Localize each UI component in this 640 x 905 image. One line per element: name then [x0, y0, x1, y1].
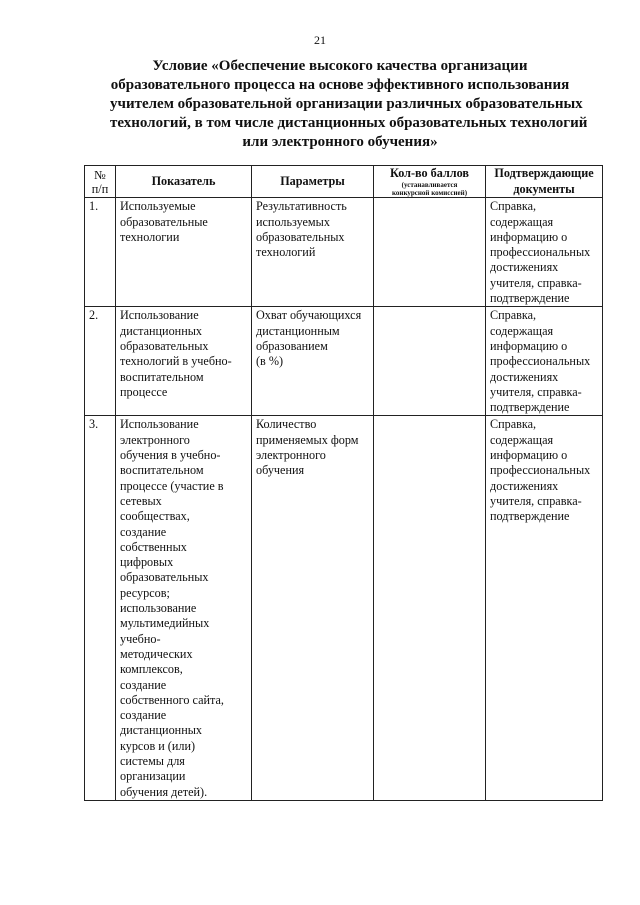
cell-line: учителя, справка- [490, 275, 582, 290]
documents-cell [486, 307, 603, 416]
score-cell [374, 198, 486, 307]
table-body [85, 198, 603, 801]
cell-line: (в %) [256, 354, 284, 369]
page-number: 21 [314, 33, 326, 47]
cell-line: образовательные [120, 214, 208, 229]
header-parameters: Параметры [252, 166, 374, 198]
cell-line: технологий [256, 245, 316, 260]
cell-line: организации [120, 769, 186, 784]
cell-line: образовательных [120, 338, 209, 353]
cell-line: содержащая [490, 432, 554, 447]
indicator-cell [116, 307, 252, 416]
header-score-title: Кол-во баллов [389, 166, 470, 180]
indicator-cell [116, 416, 252, 800]
row-number: 2. [85, 307, 116, 416]
cell-line: обучения детей). [120, 784, 208, 799]
cell-line: профессиональных [490, 245, 591, 260]
cell-line: технологий в учебно- [120, 354, 232, 369]
cell-line: обучения в учебно- [120, 448, 221, 463]
cell-line: образовательных [256, 229, 345, 244]
cell-line: Использование [120, 308, 199, 323]
cell-line: достижениях [490, 369, 559, 384]
row-number: 3. [85, 416, 116, 800]
cell-line: создание [120, 524, 167, 539]
cell-line: профессиональных [490, 354, 591, 369]
cell-line: достижениях [490, 260, 559, 275]
cell-line: процессе [120, 384, 168, 399]
cell-line: собственных [120, 539, 187, 554]
heading-line: Условие «Обеспечение высокого качества организации [152, 58, 528, 74]
cell-line: электронного [120, 432, 190, 447]
cell-line: мультимедийных [120, 616, 210, 631]
cell-line: профессиональных [490, 463, 591, 478]
header-score-note: (устанавливается [401, 181, 458, 190]
cell-line: достижениях [490, 478, 559, 493]
cell-line: создание [120, 708, 167, 723]
document-heading [110, 57, 588, 152]
cell-line: методических [120, 646, 193, 661]
table-row [85, 307, 603, 416]
header-documents-line: Подтверждающие [494, 166, 594, 181]
cell-line: использование [120, 601, 197, 616]
row-number: 1. [85, 198, 116, 307]
heading-line: или электронного обучения» [242, 134, 438, 150]
cell-line: ресурсов; [120, 585, 170, 600]
cell-line: образовательных [120, 570, 209, 585]
indicator-cell [116, 198, 252, 307]
cell-line: курсов и (или) [120, 738, 196, 753]
parameters-cell [252, 307, 374, 416]
cell-line: Количество [256, 417, 317, 432]
cell-line: информацию о [490, 448, 568, 463]
cell-line: подтверждение [490, 291, 570, 306]
header-num [85, 166, 116, 198]
cell-line: системы для [120, 753, 185, 768]
cell-line: подтверждение [490, 400, 570, 415]
header-num-line: п/п [91, 181, 109, 196]
cell-line: содержащая [490, 323, 554, 338]
header-documents [486, 166, 603, 198]
header-score [374, 166, 486, 198]
heading-line: образовательного процесса на основе эффективного использования [110, 77, 570, 93]
indicators-table [84, 165, 603, 801]
cell-line: учителя, справка- [490, 384, 582, 399]
cell-line: сетевых [120, 493, 162, 508]
cell-line: учебно- [120, 631, 161, 646]
documents-cell [486, 416, 603, 800]
documents-cell [486, 198, 603, 307]
cell-line: учителя, справка- [490, 493, 582, 508]
table-row [85, 198, 603, 307]
cell-line: Используемые [120, 199, 196, 214]
parameters-cell [252, 198, 374, 307]
table-header-row [85, 166, 603, 198]
cell-line: цифровых [120, 555, 174, 570]
cell-line: информацию о [490, 338, 568, 353]
cell-line: комплексов, [120, 662, 183, 677]
parameters-cell [252, 416, 374, 800]
cell-line: дистанционных [120, 723, 203, 738]
header-documents-line: документы [513, 181, 575, 196]
cell-line: содержащая [490, 214, 554, 229]
cell-line: подтверждение [490, 509, 570, 524]
cell-line: информацию о [490, 229, 568, 244]
heading-line: технологий, в том числе дистанционных образовательных технологий [110, 115, 588, 131]
cell-line: образованием [256, 338, 328, 353]
score-cell [374, 307, 486, 416]
cell-line: Справка, [490, 199, 537, 214]
table-row [85, 416, 603, 800]
cell-line: электронного [256, 448, 326, 463]
cell-line: дистанционных [120, 323, 203, 338]
header-num-line: № [94, 167, 106, 182]
cell-line: Справка, [490, 417, 537, 432]
cell-line: Результативность [256, 199, 347, 214]
cell-line: Использование [120, 417, 199, 432]
score-cell [374, 416, 486, 800]
cell-line: Справка, [490, 308, 537, 323]
cell-line: применяемых форм [256, 432, 359, 447]
cell-line: дистанционным [256, 323, 340, 338]
cell-line: обучения [256, 463, 305, 478]
heading-line: учителем образовательной организации различных образовательных [110, 96, 583, 112]
cell-line: создание [120, 677, 167, 692]
cell-line: сообществах, [120, 509, 190, 524]
cell-line: собственного сайта, [120, 692, 224, 707]
cell-line: Охват обучающихся [256, 308, 362, 323]
cell-line: воспитательном [120, 463, 204, 478]
cell-line: воспитательном [120, 369, 204, 384]
cell-line: процессе (участие в [120, 478, 224, 493]
header-score-note: конкурсной комиссией) [391, 189, 468, 198]
header-indicator: Показатель [116, 166, 252, 198]
cell-line: используемых [256, 214, 330, 229]
cell-line: технологии [120, 229, 180, 244]
